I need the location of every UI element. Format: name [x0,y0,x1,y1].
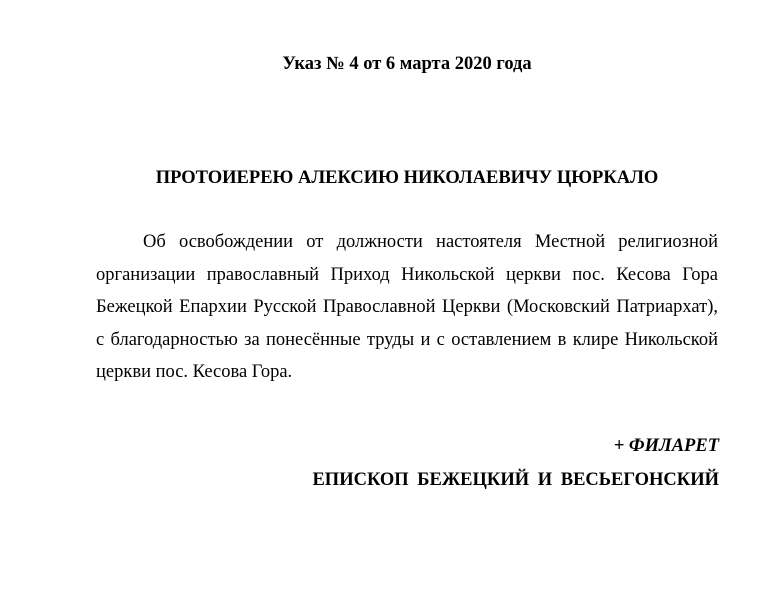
body-line: Бежецкой Епархии Русской Православной Церкви (Московский Патриархат), [96,297,718,317]
signature: + ФИЛАРЕТ [613,436,719,456]
decree-title: Указ № 4 от 6 марта 2020 года [282,54,532,74]
body-line: с благодарностью за понесённые труды и с оставлением в клире Никольской [96,329,718,350]
addressee: ПРОТОИЕРЕЮ АЛЕКСИЮ НИКОЛАЕВИЧУ ЦЮРКАЛО [155,168,659,188]
body-line: церкви пос. Кесова Гора. [96,362,293,382]
body-line: Об освобождении от должности настоятеля Местной религиозной [143,232,718,252]
decree-body [96,226,718,389]
body-line: организации православный Приход Никольской церкви пос. Кесова Гора [96,264,718,285]
signer-title: ЕПИСКОП БЕЖЕЦКИЙ И ВЕСЬЕГОНСКИЙ [312,470,719,490]
